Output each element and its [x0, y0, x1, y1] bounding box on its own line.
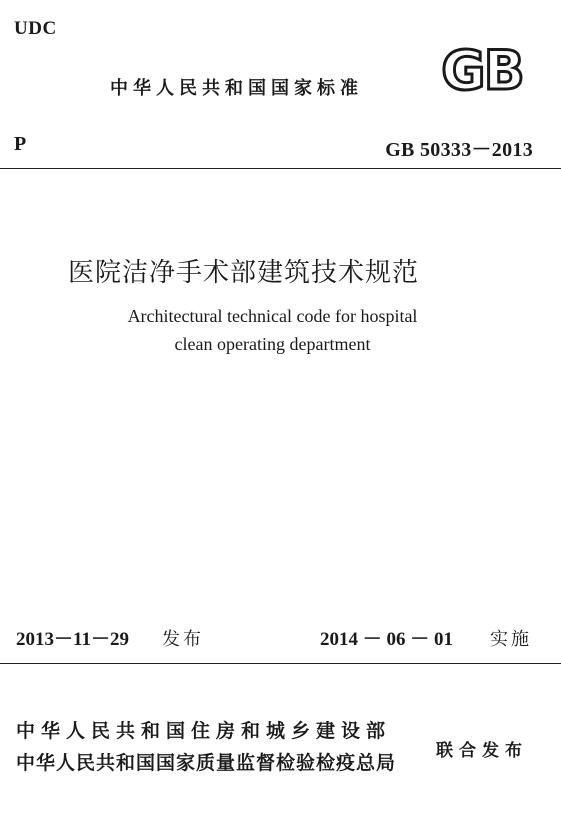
- publisher-1: 中华人民共和国住房和城乡建设部: [16, 720, 392, 742]
- gb-logo-text: GB: [441, 42, 523, 98]
- publisher-2: 中华人民共和国国家质量监督检验检疫总局: [16, 752, 397, 774]
- bottom-divider: [0, 663, 561, 664]
- top-divider: [0, 168, 561, 169]
- implementation-date: 2014 － 06 － 01: [320, 629, 454, 650]
- issue-label: 发布: [162, 629, 204, 650]
- udc-label: UDC: [14, 18, 57, 39]
- implementation-label: 实施: [490, 629, 532, 650]
- document-title-en-line1: Architectural technical code for hospital: [127, 306, 418, 326]
- category-code: P: [14, 133, 27, 155]
- gb-logo: [428, 42, 536, 98]
- document-title-cn: 医院洁净手术部建筑技术规范: [68, 258, 420, 288]
- document-title-en-line2: clean operating department: [174, 334, 371, 354]
- joint-publish-label: 联合发布: [436, 741, 528, 761]
- national-standard-title: 中华人民共和国国家标准: [110, 78, 363, 99]
- issue-date: 2013－11－29: [16, 629, 129, 650]
- standard-code: GB 50333－2013: [385, 139, 533, 161]
